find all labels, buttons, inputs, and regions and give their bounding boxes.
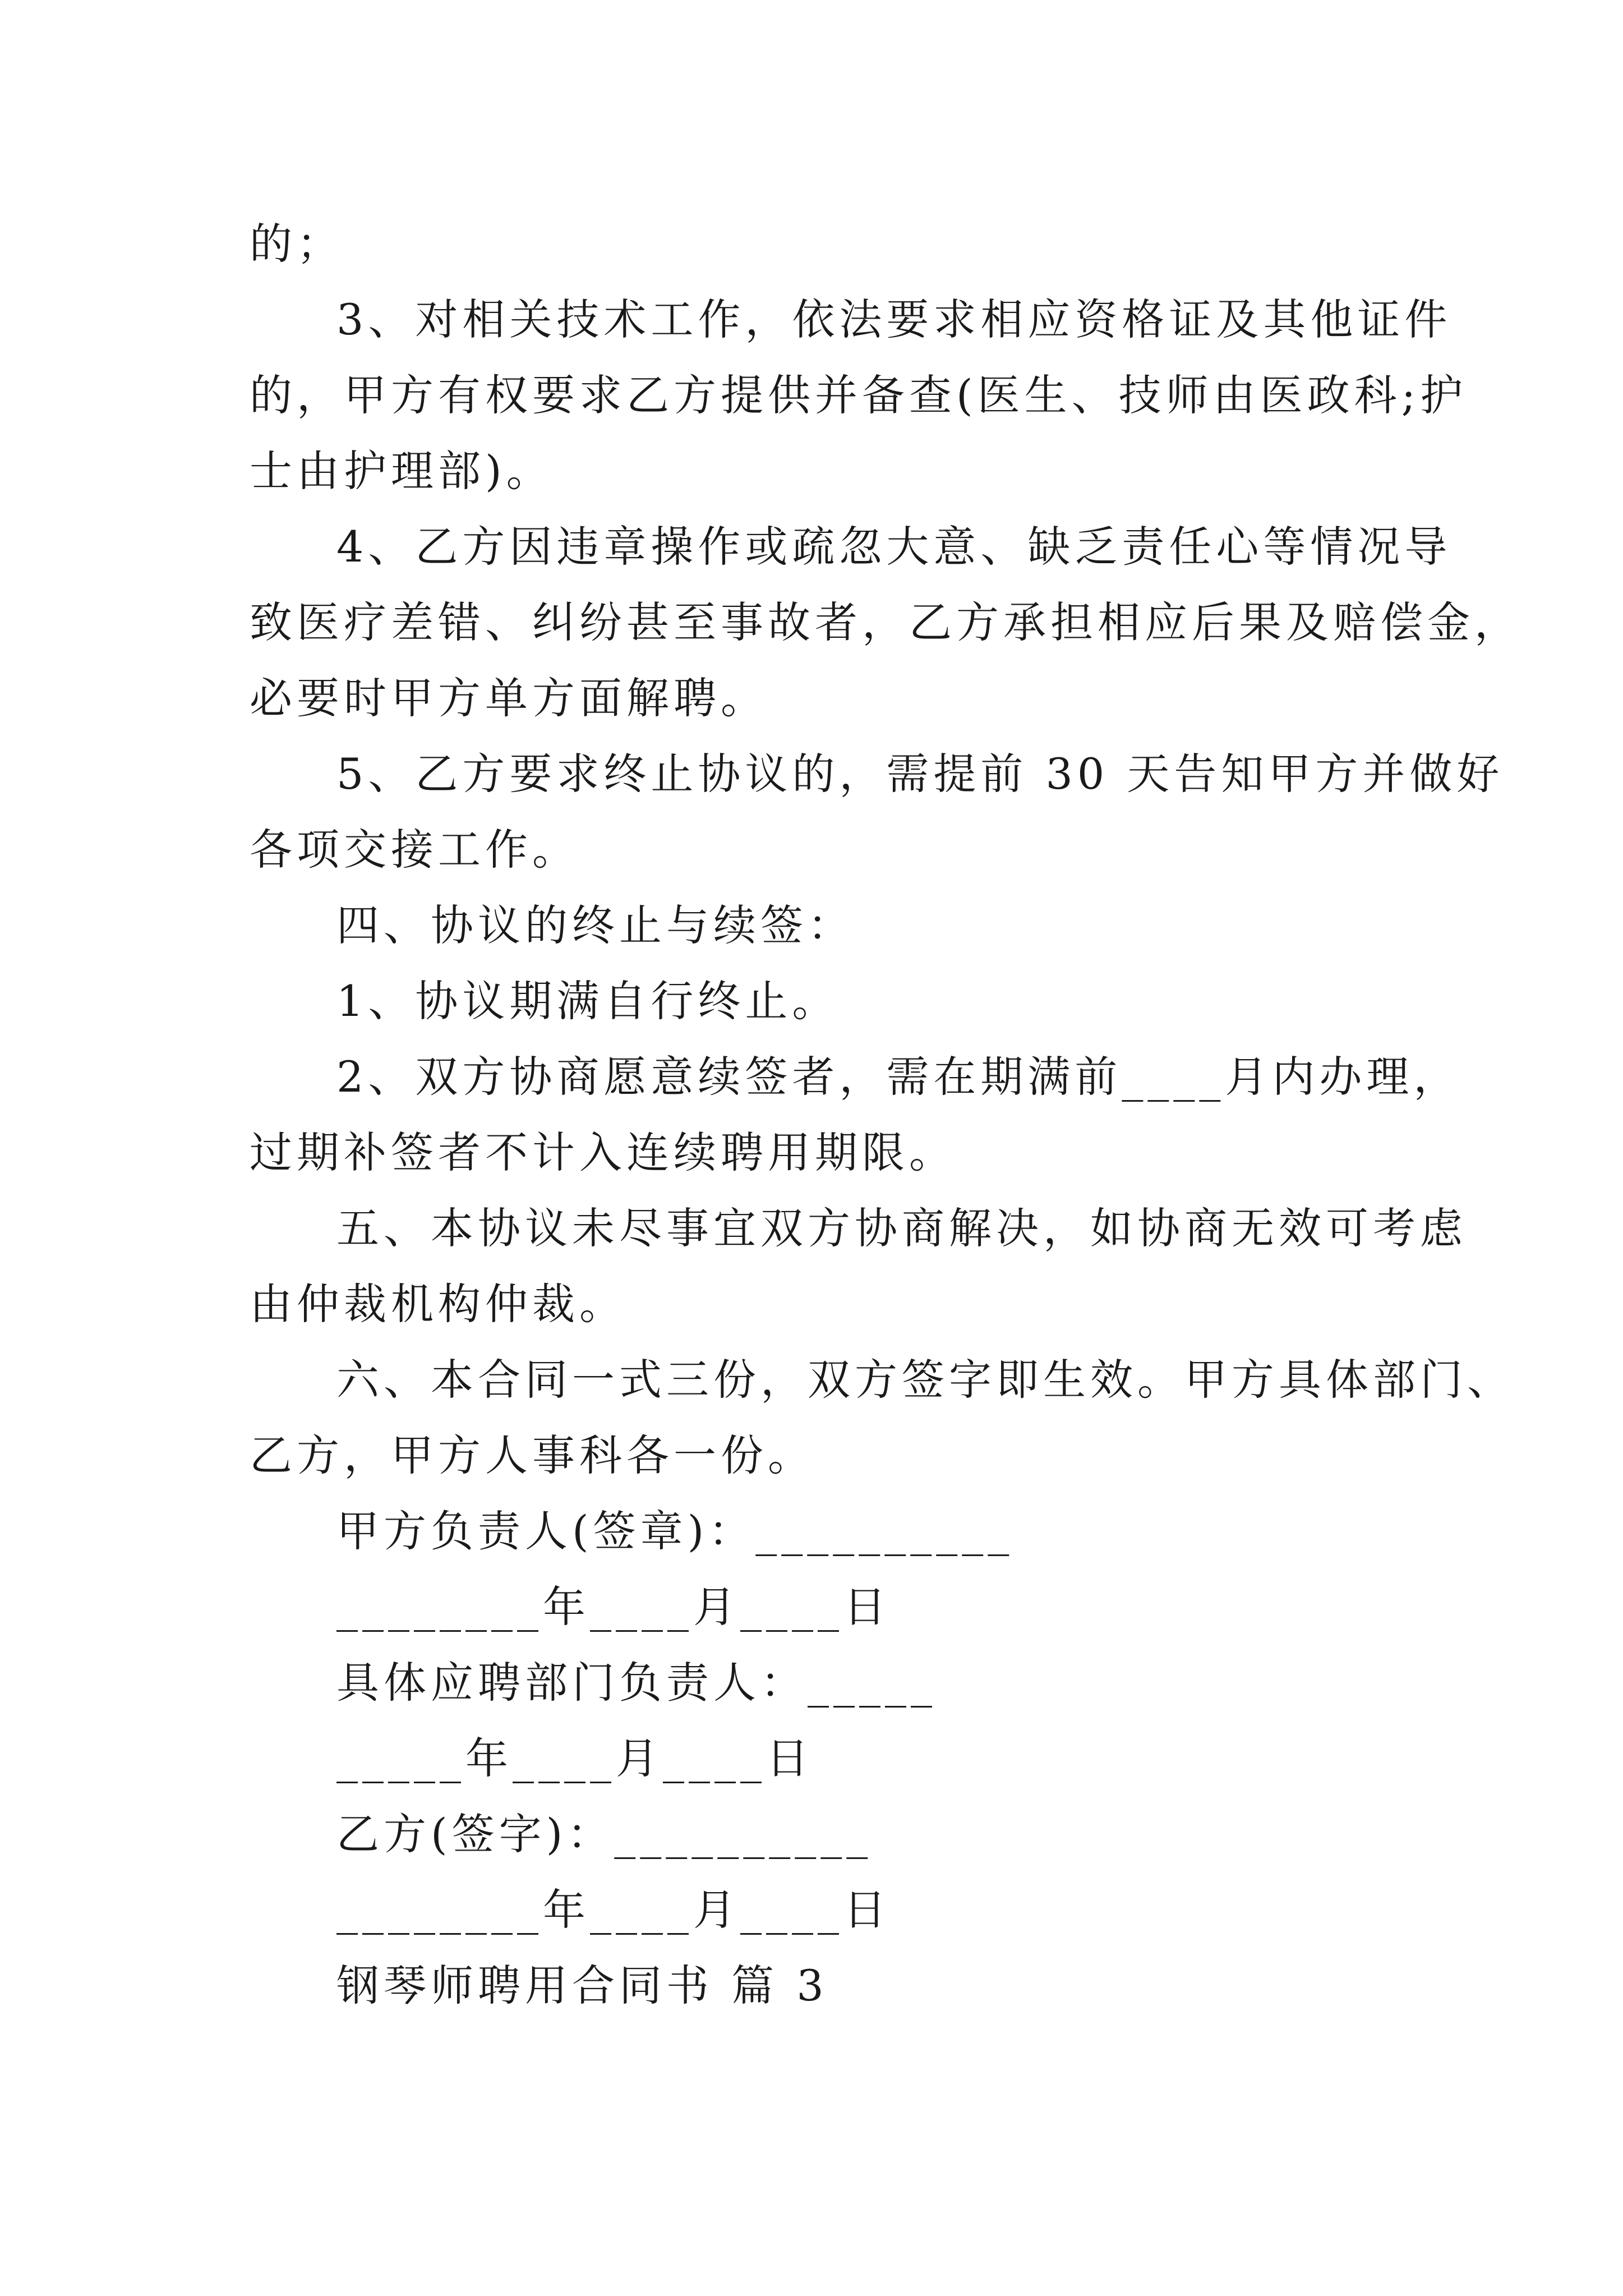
paragraph-line: 的，甲方有权要求乙方提供并备查(医生、技师由医政科;护 bbox=[250, 370, 1468, 420]
date-line: ________年____月____日 bbox=[336, 1582, 891, 1632]
paragraph-line: 1、协议期满自行终止。 bbox=[336, 976, 840, 1026]
paragraph-line: 六、本合同一式三份，双方签字即生效。甲方具体部门、 bbox=[336, 1355, 1514, 1405]
section-heading: 四、协议的终止与续签： bbox=[336, 900, 855, 950]
paragraph-line: 致医疗差错、纠纷甚至事故者，乙方承担相应后果及赔偿金， bbox=[250, 597, 1521, 647]
paragraph-line: 五、本协议未尽事宜双方协商解决，如协商无效可考虑 bbox=[336, 1203, 1467, 1253]
paragraph-line: 4、乙方因违章操作或疏忽大意、缺乏责任心等情况导 bbox=[336, 522, 1452, 572]
paragraph-line: 过期补签者不计入连续聘用期限。 bbox=[250, 1128, 956, 1177]
section-title: 钢琴师聘用合同书 篇 3 bbox=[336, 1961, 828, 2010]
paragraph-line: 2、双方协商愿意续签者，需在期满前____月内办理， bbox=[336, 1052, 1461, 1102]
date-line: ________年____月____日 bbox=[336, 1885, 891, 1935]
paragraph-line: 必要时甲方单方面解聘。 bbox=[250, 673, 768, 723]
paragraph-line: 由仲裁机构仲裁。 bbox=[250, 1279, 626, 1329]
date-line: _____年____月____日 bbox=[336, 1733, 813, 1783]
signature-line: 甲方负责人(签章)：__________ bbox=[336, 1506, 1014, 1556]
paragraph-line: 5、乙方要求终止协议的，需提前 30 天告知甲方并做好 bbox=[336, 749, 1504, 799]
paragraph-line: 乙方，甲方人事科各一份。 bbox=[250, 1430, 815, 1480]
paragraph-line: 的； bbox=[250, 219, 344, 269]
signature-line: 乙方(签字)：__________ bbox=[336, 1809, 873, 1859]
paragraph-line: 3、对相关技术工作，依法要求相应资格证及其他证件 bbox=[336, 295, 1452, 344]
paragraph-line: 各项交接工作。 bbox=[250, 825, 579, 875]
paragraph-line: 士由护理部)。 bbox=[250, 446, 554, 496]
signature-line: 具体应聘部门负责人：_____ bbox=[336, 1658, 937, 1708]
